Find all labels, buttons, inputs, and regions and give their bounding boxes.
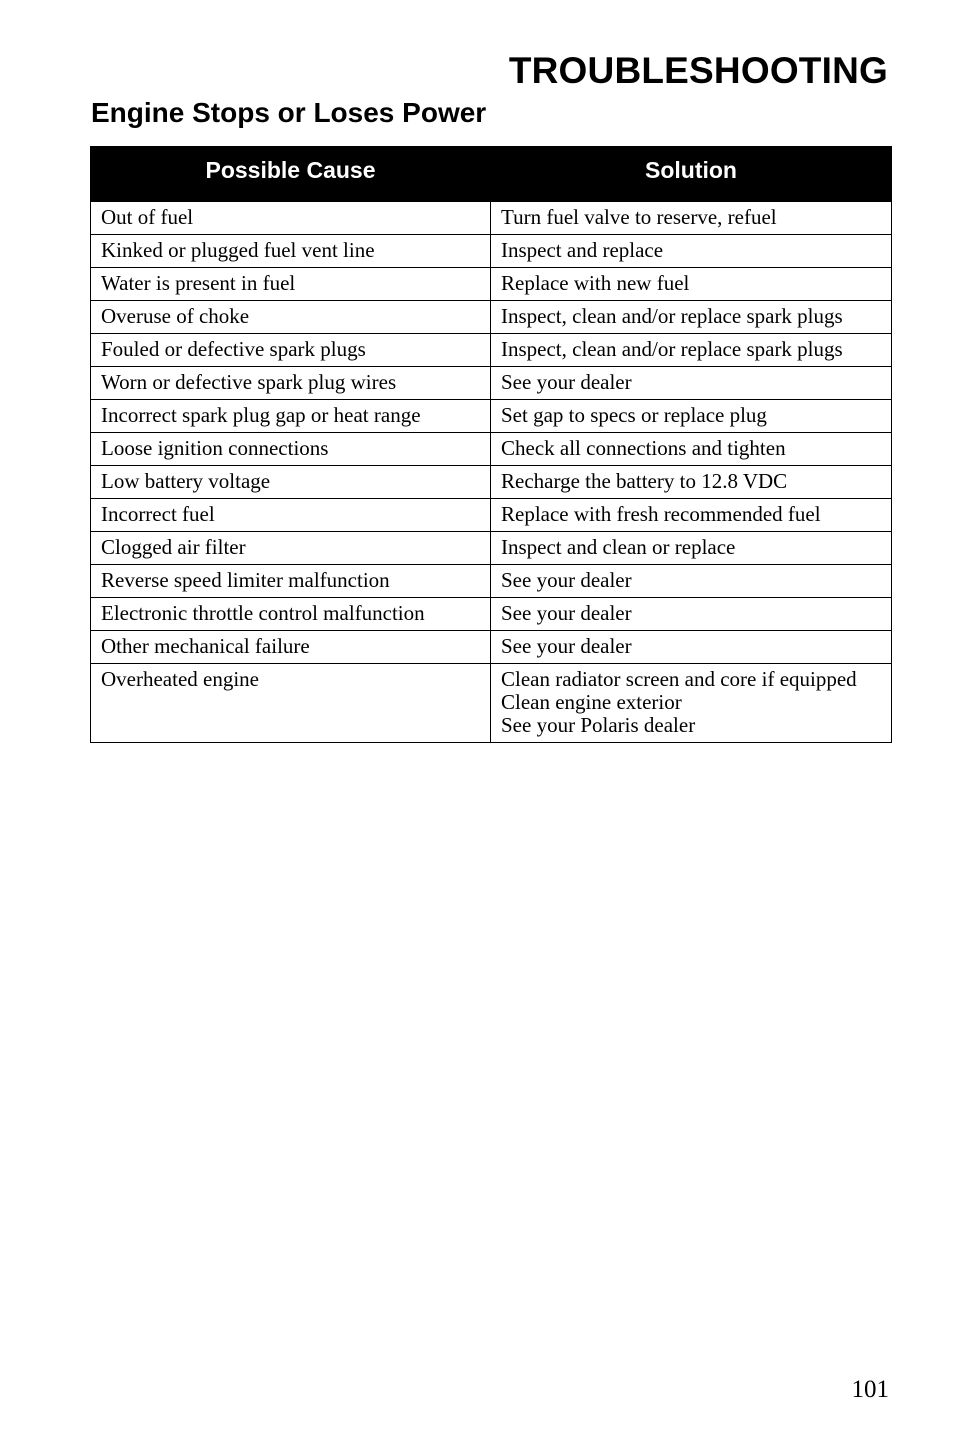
table-row bbox=[91, 631, 892, 664]
solution-line: Clean radiator screen and core if equipped bbox=[501, 667, 857, 691]
table-row bbox=[91, 334, 892, 367]
cause-cell: Low battery voltage bbox=[91, 466, 491, 499]
table-body bbox=[91, 202, 892, 743]
table-row bbox=[91, 466, 892, 499]
solution-cell bbox=[491, 367, 892, 400]
solution-line: See your dealer bbox=[501, 601, 632, 625]
solution-line: See your Polaris dealer bbox=[501, 713, 696, 737]
table-header-row bbox=[91, 147, 892, 202]
page-number: 101 bbox=[851, 1376, 889, 1403]
cause-cell: Water is present in fuel bbox=[91, 268, 491, 301]
cause-cell: Kinked or plugged fuel vent line bbox=[91, 235, 491, 268]
cause-cell: Electronic throttle control malfunction bbox=[91, 598, 491, 631]
table-row bbox=[91, 367, 892, 400]
solution-cell bbox=[491, 301, 892, 334]
cause-cell: Loose ignition connections bbox=[91, 433, 491, 466]
chapter-title: TROUBLESHOOTING bbox=[508, 50, 888, 91]
solution-line: Replace with fresh recommended fuel bbox=[501, 502, 821, 526]
cause-cell: Incorrect spark plug gap or heat range bbox=[91, 400, 491, 433]
solution-line: Turn fuel valve to reserve, refuel bbox=[501, 205, 777, 229]
table-row bbox=[91, 499, 892, 532]
table-row bbox=[91, 301, 892, 334]
solution-line: Clean engine exterior bbox=[501, 690, 682, 714]
solution-line: Replace with new fuel bbox=[501, 271, 690, 295]
table-row bbox=[91, 664, 892, 743]
solution-line: See your dealer bbox=[501, 370, 632, 394]
solution-cell bbox=[491, 433, 892, 466]
solution-line: See your dealer bbox=[501, 634, 632, 658]
cause-cell: Incorrect fuel bbox=[91, 499, 491, 532]
cause-cell: Out of fuel bbox=[91, 202, 491, 235]
cause-cell: Overheated engine bbox=[91, 664, 491, 743]
cause-cell: Overuse of choke bbox=[91, 301, 491, 334]
solution-cell bbox=[491, 664, 892, 743]
table-row bbox=[91, 598, 892, 631]
solution-cell bbox=[491, 235, 892, 268]
cause-cell: Fouled or defective spark plugs bbox=[91, 334, 491, 367]
cause-cell: Clogged air filter bbox=[91, 532, 491, 565]
solution-cell bbox=[491, 400, 892, 433]
solution-line: See your dealer bbox=[501, 568, 632, 592]
cause-cell: Worn or defective spark plug wires bbox=[91, 367, 491, 400]
table-row bbox=[91, 202, 892, 235]
solution-cell bbox=[491, 466, 892, 499]
table-row bbox=[91, 565, 892, 598]
troubleshooting-table bbox=[90, 146, 892, 743]
section-title: Engine Stops or Loses Power bbox=[91, 97, 487, 128]
solution-line: Inspect and clean or replace bbox=[501, 535, 736, 559]
table-row bbox=[91, 433, 892, 466]
solution-cell bbox=[491, 499, 892, 532]
solution-line: Inspect, clean and/or replace spark plugs bbox=[501, 304, 843, 328]
solution-cell bbox=[491, 334, 892, 367]
table-row bbox=[91, 532, 892, 565]
solution-cell bbox=[491, 565, 892, 598]
solution-cell bbox=[491, 268, 892, 301]
solution-cell bbox=[491, 202, 892, 235]
solution-cell bbox=[491, 598, 892, 631]
column-header-solution: Solution bbox=[491, 147, 892, 202]
cause-cell: Reverse speed limiter malfunction bbox=[91, 565, 491, 598]
solution-line: Inspect, clean and/or replace spark plugs bbox=[501, 337, 843, 361]
column-header-possible-cause: Possible Cause bbox=[91, 147, 491, 202]
table-row bbox=[91, 235, 892, 268]
solution-cell bbox=[491, 631, 892, 664]
cause-cell: Other mechanical failure bbox=[91, 631, 491, 664]
solution-line: Inspect and replace bbox=[501, 238, 664, 262]
solution-line: Set gap to specs or replace plug bbox=[501, 403, 767, 427]
solution-line: Recharge the battery to 12.8 VDC bbox=[501, 469, 788, 493]
solution-cell bbox=[491, 532, 892, 565]
table-row bbox=[91, 268, 892, 301]
solution-line: Check all connections and tighten bbox=[501, 436, 786, 460]
table-row bbox=[91, 400, 892, 433]
